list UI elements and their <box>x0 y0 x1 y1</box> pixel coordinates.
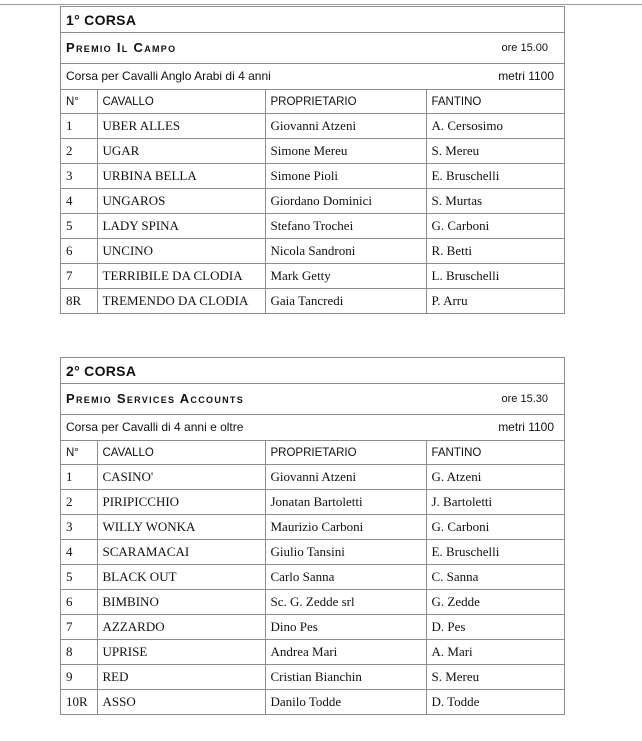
entry-number: 4 <box>61 189 97 214</box>
entry-horse: TREMENDO DA CLODIA <box>97 289 265 314</box>
entry-owner: Andrea Mari <box>265 640 426 665</box>
table-row <box>61 289 564 314</box>
race-card-1 <box>60 6 565 314</box>
race-title: 1° CORSA <box>61 7 564 33</box>
entry-owner: Dino Pes <box>265 615 426 640</box>
entry-horse: AZZARDO <box>97 615 265 640</box>
race-distance: metri 1100 <box>498 69 554 83</box>
entry-owner: Maurizio Carboni <box>265 515 426 540</box>
entry-horse: CASINO' <box>97 465 265 490</box>
entry-horse: UPRISE <box>97 640 265 665</box>
entry-number: 2 <box>61 139 97 164</box>
entry-owner: Stefano Trochei <box>265 214 426 239</box>
entry-number: 6 <box>61 239 97 264</box>
race-description-row <box>61 64 564 90</box>
entry-horse: LADY SPINA <box>97 214 265 239</box>
entry-horse: RED <box>97 665 265 690</box>
prize-name: Premio Il Campo <box>66 40 177 55</box>
entry-owner: Danilo Todde <box>265 690 426 715</box>
entry-horse: UNGAROS <box>97 189 265 214</box>
entry-owner: Mark Getty <box>265 264 426 289</box>
entry-horse: PIRIPICCHIO <box>97 490 265 515</box>
entry-jockey: G. Zedde <box>426 590 564 615</box>
race-distance: metri 1100 <box>498 420 554 434</box>
entry-number: 1 <box>61 465 97 490</box>
entry-jockey: R. Betti <box>426 239 564 264</box>
entry-number: 3 <box>61 515 97 540</box>
table-row <box>61 189 564 214</box>
entry-number: 7 <box>61 264 97 289</box>
race-description: Corsa per Cavalli di 4 anni e oltre <box>66 420 244 434</box>
entry-number: 1 <box>61 114 97 139</box>
column-header-horse: CAVALLO <box>97 90 265 114</box>
entry-jockey: A. Cersosimo <box>426 114 564 139</box>
column-header-horse: CAVALLO <box>97 441 265 465</box>
race-description-row <box>61 415 564 441</box>
entry-owner: Nicola Sandroni <box>265 239 426 264</box>
entry-number: 7 <box>61 615 97 640</box>
entry-horse: SCARAMACAI <box>97 540 265 565</box>
table-row <box>61 214 564 239</box>
prize-name: Premio Services Accounts <box>66 391 245 406</box>
entry-owner: Simone Mereu <box>265 139 426 164</box>
entry-jockey: E. Bruschelli <box>426 540 564 565</box>
entry-number: 9 <box>61 665 97 690</box>
table-header-row <box>61 441 564 465</box>
entry-horse: WILLY WONKA <box>97 515 265 540</box>
column-header-jockey: FANTINO <box>426 90 564 114</box>
entry-jockey: P. Arru <box>431 293 468 308</box>
table-row <box>61 114 564 139</box>
entry-horse: BLACK OUT <box>97 565 265 590</box>
prize-row <box>61 33 564 64</box>
entry-jockey: S. Mereu <box>426 139 564 164</box>
entry-jockey: A. Mari <box>426 640 564 665</box>
entry-jockey: S. Murtas <box>426 189 564 214</box>
entry-number: 5 <box>61 214 97 239</box>
table-row <box>61 515 564 540</box>
entry-horse: UBER ALLES <box>97 114 265 139</box>
column-header-jockey: FANTINO <box>426 441 564 465</box>
entry-number: 3 <box>61 164 97 189</box>
entry-jockey: G. Carboni <box>426 214 564 239</box>
column-header-owner: PROPRIETARIO <box>265 441 426 465</box>
entry-number: 10R <box>61 690 97 715</box>
table-row <box>61 164 564 189</box>
table-row <box>61 139 564 164</box>
entry-owner: Giovanni Atzeni <box>265 114 426 139</box>
entry-horse: UGAR <box>97 139 265 164</box>
entry-horse: TERRIBILE DA CLODIA <box>97 264 265 289</box>
prize-row <box>61 384 564 415</box>
table-row <box>61 615 564 640</box>
table-row <box>61 239 564 264</box>
entry-number: 5 <box>61 565 97 590</box>
race-time: ore 15.00 <box>501 42 548 54</box>
entry-owner: Gaia Tancredi <box>265 289 426 314</box>
entry-number: 8R <box>61 289 97 314</box>
table-header-row <box>61 90 564 114</box>
entry-jockey: G. Atzeni <box>426 465 564 490</box>
entry-number: 6 <box>61 590 97 615</box>
column-header-number: N° <box>61 441 97 465</box>
entry-jockey: L. Bruschelli <box>426 264 564 289</box>
entry-owner: Giulio Tansini <box>265 540 426 565</box>
table-row <box>61 690 564 715</box>
column-header-owner: PROPRIETARIO <box>265 90 426 114</box>
entry-jockey: D. Todde <box>431 694 480 709</box>
entries-table <box>61 90 564 313</box>
table-row <box>61 465 564 490</box>
entry-owner: Carlo Sanna <box>265 565 426 590</box>
entry-jockey: C. Sanna <box>426 565 564 590</box>
entry-jockey: J. Bartoletti <box>426 490 564 515</box>
table-row <box>61 264 564 289</box>
entry-jockey: S. Mereu <box>426 665 564 690</box>
table-row <box>61 490 564 515</box>
table-row <box>61 590 564 615</box>
entry-horse: ASSO <box>97 690 265 715</box>
entry-number: 2 <box>61 490 97 515</box>
race-card-2 <box>60 357 565 715</box>
race-title: 2° CORSA <box>61 358 564 384</box>
entry-owner: Giovanni Atzeni <box>265 465 426 490</box>
entry-owner: Giordano Dominici <box>265 189 426 214</box>
table-row <box>61 565 564 590</box>
entry-owner: Cristian Bianchin <box>265 665 426 690</box>
entry-horse: BIMBINO <box>97 590 265 615</box>
entry-horse: URBINA BELLA <box>97 164 265 189</box>
entry-jockey: G. Carboni <box>426 515 564 540</box>
entry-horse: UNCINO <box>97 239 265 264</box>
race-description: Corsa per Cavalli Anglo Arabi di 4 anni <box>66 69 271 83</box>
entry-jockey: E. Bruschelli <box>426 164 564 189</box>
table-row <box>61 540 564 565</box>
column-header-number: N° <box>61 90 97 114</box>
entry-jockey: D. Pes <box>426 615 564 640</box>
entries-table <box>61 441 564 714</box>
entry-owner: Jonatan Bartoletti <box>265 490 426 515</box>
entry-owner: Simone Pioli <box>265 164 426 189</box>
entry-number: 8 <box>61 640 97 665</box>
entry-owner: Sc. G. Zedde srl <box>265 590 426 615</box>
table-row <box>61 665 564 690</box>
page-top-rule <box>0 4 642 5</box>
race-time: ore 15.30 <box>501 393 548 405</box>
table-row <box>61 640 564 665</box>
entry-number: 4 <box>61 540 97 565</box>
